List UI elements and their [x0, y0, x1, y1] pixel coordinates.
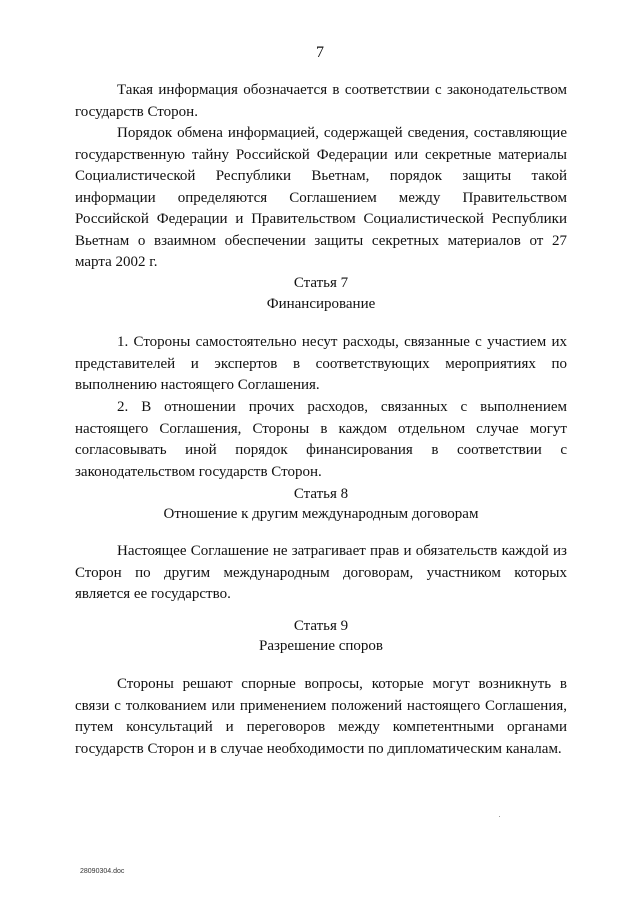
article-7-title: Финансирование [266, 296, 376, 312]
footer-filename: 28090304.doc [80, 868, 125, 875]
article-8-number: Статья 8 [293, 486, 349, 502]
paragraph-intro-1: Такая информация обозначается в соответствии с законодательством государств Сторон. [75, 82, 567, 120]
article-7-number: Статья 7 [293, 275, 349, 291]
article-9-paragraph-1: Стороны решают спорные вопросы, которые могут возникнуть в связи с толкованием или применением положений настоящего Соглашения, путем консультаций и переговоров между компетентными органами государств Сторон и в случае необходимости по дипломатическим каналам. [75, 676, 567, 757]
paragraph-intro-2: Порядок обмена информацией, содержащей сведения, составляющие государственную тайну Российской Федерации или секретные материалы Социалистической Республики Вьетнам, порядок защиты такой информации определяются Соглашением между Правительством Российской Федерации и Правительством Социалистической Республики Вьетнам о взаимном обеспечении защиты секретных материалов от 27 марта 2002 г. [75, 125, 567, 270]
article-8-title: Отношение к другим международным договорам [163, 506, 479, 522]
article-7-paragraph-2: 2. В отношении прочих расходов, связанных с выполнением настоящего Соглашения, Стороны в каждом отдельном случае могут согласовывать иной порядок финансирования в соответствии с законодательством государств Сторон. [75, 399, 567, 480]
scan-speck [499, 816, 500, 817]
article-9-number: Статья 9 [293, 618, 349, 634]
page-number: 7 [316, 44, 324, 61]
article-9-title: Разрешение споров [258, 638, 384, 654]
article-8-paragraph-1: Настоящее Соглашение не затрагивает прав и обязательств каждой из Сторон по другим международным договорам, участником которых является ее государство. [75, 543, 567, 602]
article-7-paragraph-1: 1. Стороны самостоятельно несут расходы, связанные с участием их представителей и экспертов в соответствующих мероприятиях по выполнению настоящего Соглашения. [75, 334, 567, 393]
